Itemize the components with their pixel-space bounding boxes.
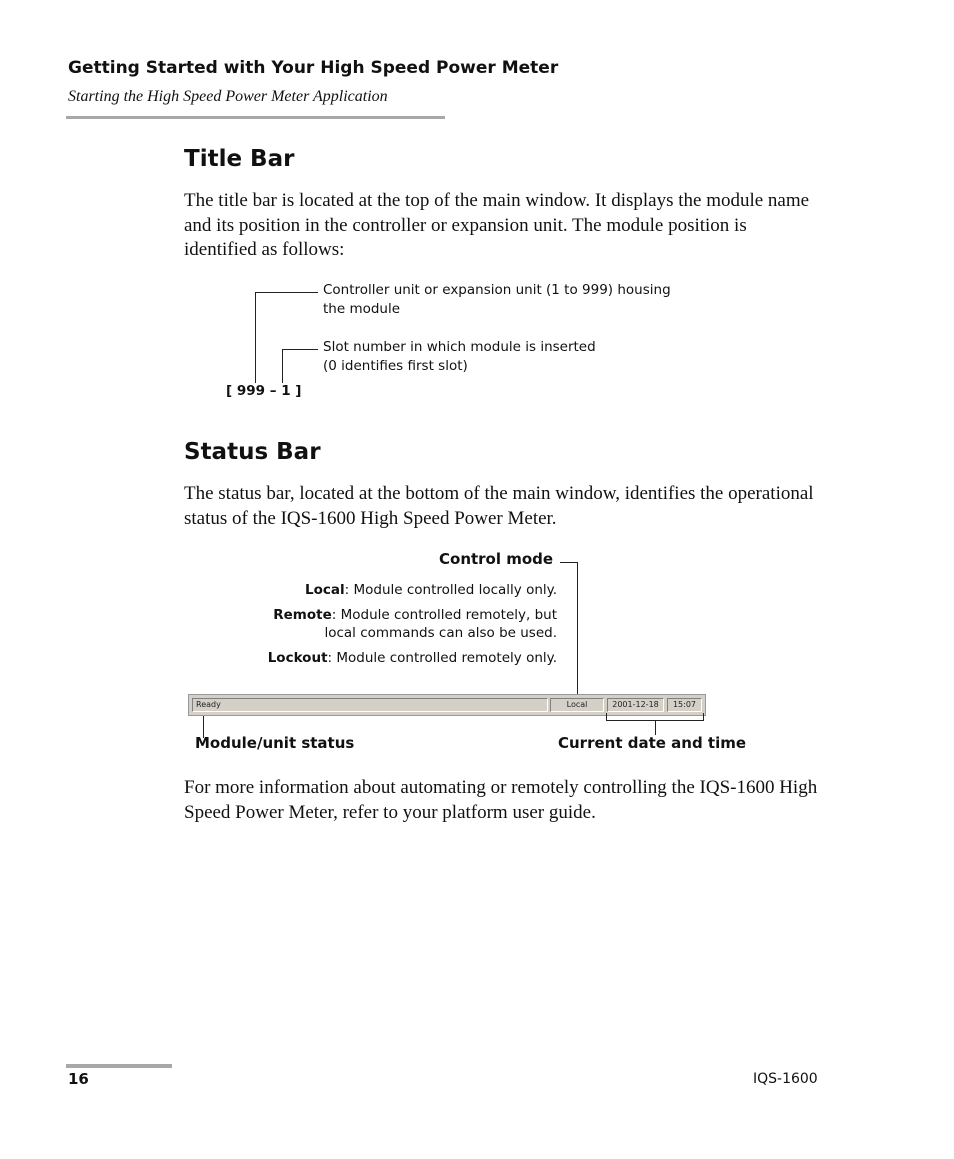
mode-lockout-desc: : Module controlled remotely only. xyxy=(327,650,557,666)
page-number: 16 xyxy=(68,1070,89,1088)
datetime-callout xyxy=(655,720,656,735)
module-status-label: Module/unit status xyxy=(195,734,355,752)
datetime-bracket-left xyxy=(606,713,607,720)
datetime-bracket-right xyxy=(703,713,704,720)
title-bar-heading: Title Bar xyxy=(184,146,295,172)
status-bar-heading: Status Bar xyxy=(184,439,321,465)
slot-callout-line1: Slot number in which module is inserted xyxy=(323,339,596,355)
product-name: IQS-1600 xyxy=(753,1071,818,1087)
control-mode-callout-vertical xyxy=(577,562,578,695)
unit-callout-line2: the module xyxy=(323,301,401,317)
header-rule xyxy=(66,116,445,119)
mode-pane: Local xyxy=(550,698,604,712)
mode-lockout xyxy=(240,649,557,668)
control-mode-label: Control mode xyxy=(439,550,554,568)
status-pane: Ready xyxy=(192,698,548,712)
unit-callout-horizontal xyxy=(255,292,318,293)
unit-callout-text xyxy=(323,281,671,319)
mode-remote-term: Remote xyxy=(273,607,332,623)
time-pane: 15:07 xyxy=(667,698,702,712)
slot-callout-text xyxy=(323,338,596,376)
running-header-subtitle: Starting the High Speed Power Meter Application xyxy=(68,88,388,105)
control-mode-callout-horizontal xyxy=(560,562,577,563)
status-bar-paragraph: The status bar, located at the bottom of the main window, identifies the operational status of the IQS-1600 High Speed Power Meter. xyxy=(184,483,814,529)
date-pane: 2001-12-18 xyxy=(607,698,664,712)
slot-callout-vertical xyxy=(282,349,283,383)
mode-local xyxy=(280,581,557,600)
title-bar-paragraph: The title bar is located at the top of the main window. It displays the module name and its position in the controller or expansion unit. The module position is identified as follows: xyxy=(184,190,810,260)
unit-callout-line1: Controller unit or expansion unit (1 to 999) housing xyxy=(323,282,671,298)
slot-callout-horizontal xyxy=(282,349,318,350)
mode-remote-desc2: local commands can also be used. xyxy=(324,625,557,641)
mode-local-term: Local xyxy=(305,582,345,598)
mode-lockout-term: Lockout xyxy=(267,650,328,666)
footer-rule xyxy=(66,1064,172,1068)
module-position-code: [ 999 – 1 ] xyxy=(226,383,302,399)
mode-remote xyxy=(240,606,557,642)
status-bar-screenshot xyxy=(188,694,706,716)
running-header-title: Getting Started with Your High Speed Power Meter xyxy=(68,58,559,78)
mode-remote-desc: : Module controlled remotely, but xyxy=(331,607,557,623)
unit-callout-vertical xyxy=(255,292,256,383)
closing-paragraph: For more information about automating or remotely controlling the IQS-1600 High Speed Power Meter, refer to your platform user guide. xyxy=(184,777,818,823)
mode-local-desc: : Module controlled locally only. xyxy=(344,582,557,598)
date-time-label: Current date and time xyxy=(558,734,747,752)
slot-callout-line2: (0 identifies first slot) xyxy=(323,358,468,374)
